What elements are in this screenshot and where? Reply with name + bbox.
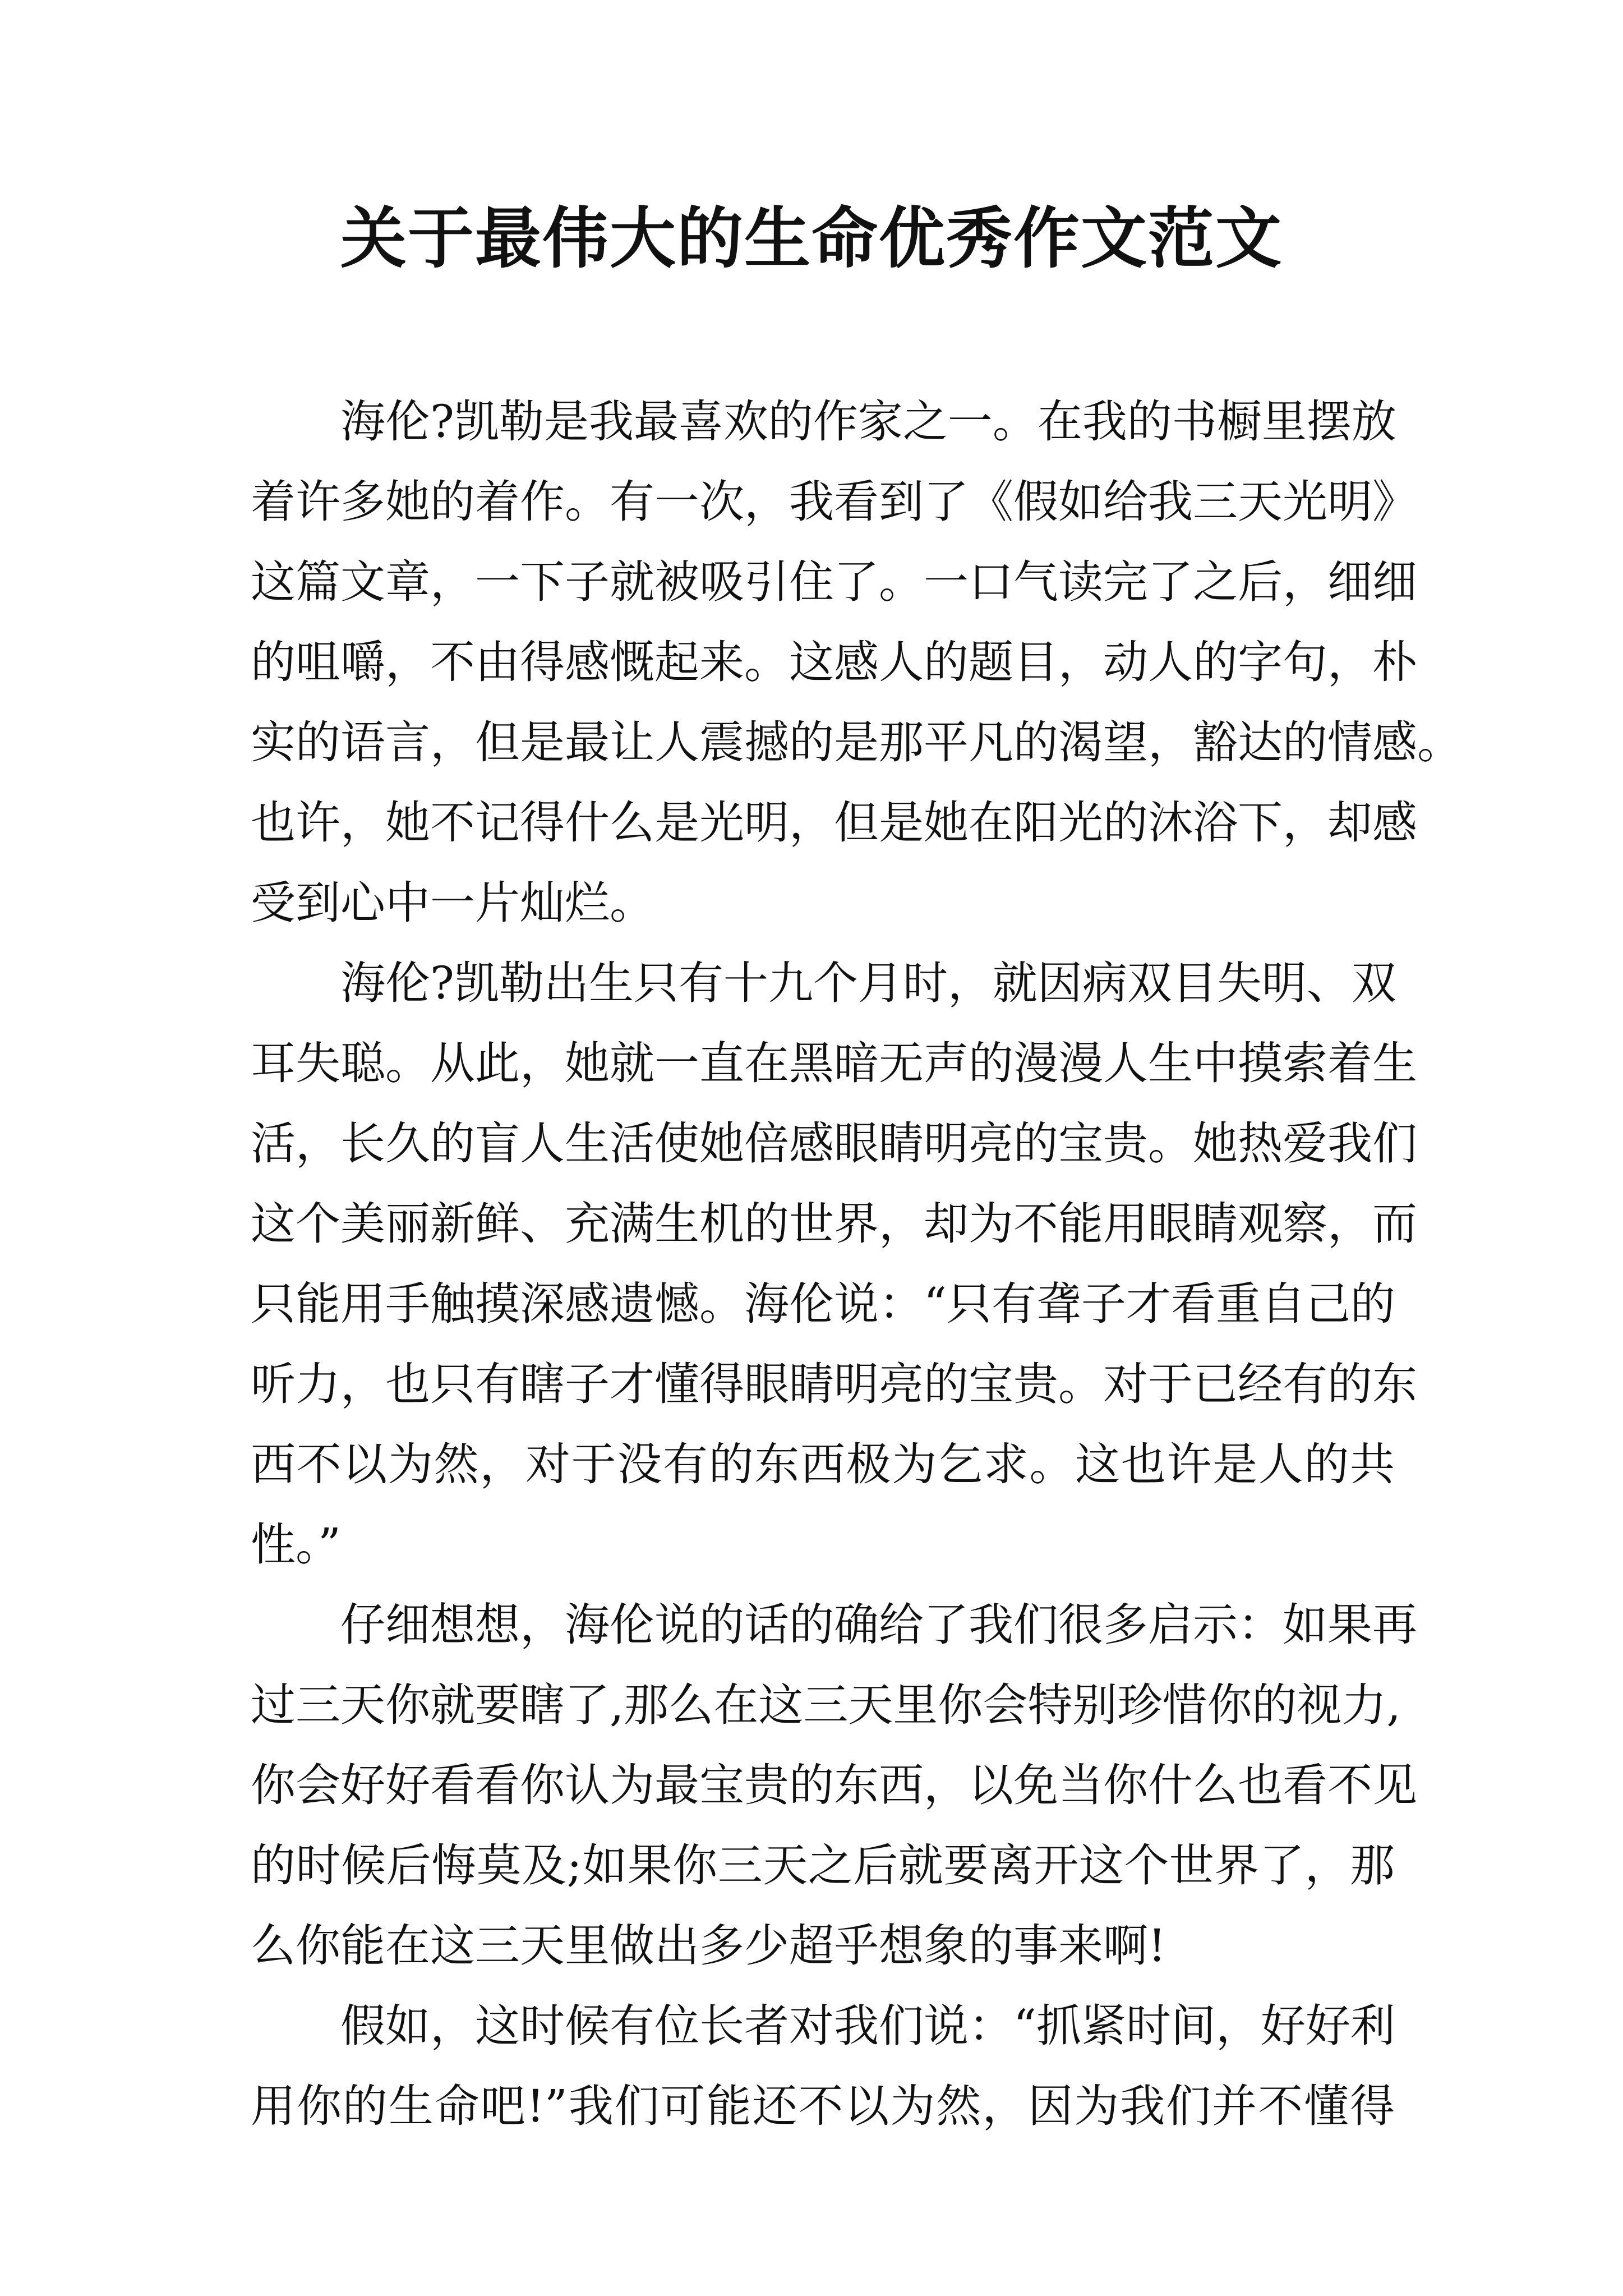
paragraph-1-line-5: 实的语言，但是最让人震撼的是那平凡的渴望，豁达的情感。 — [251, 716, 1462, 769]
paragraph-1-line-2: 着许多她的着作。有一次，我看到了《假如给我三天光明》 — [251, 476, 1417, 528]
paragraph-3-line-1: 仔细想想，海伦说的话的确给了我们很多启示：如果再 — [340, 1599, 1417, 1651]
document-body — [251, 381, 1462, 2146]
paragraph-4-line-2: 用你的生命吧!”我们可能还不以为然，因为我们并不懂得 — [251, 2080, 1395, 2132]
paragraph-3-line-2: 过三天你就要瞎了,那么在这三天里你会特别珍惜你的视力, — [251, 1679, 1401, 1731]
paragraph-2-line-1: 海伦?凯勒出生只有十九个月时，就因病双目失明、双 — [340, 957, 1396, 1009]
paragraph-1-line-4: 的咀嚼，不由得感慨起来。这感人的题目，动人的字句，朴 — [251, 636, 1417, 688]
paragraph-2-line-4: 这个美丽新鲜、充满生机的世界，却为不能用眼睛观察，而 — [251, 1198, 1417, 1250]
paragraph-3-line-3: 你会好好看看你认为最宝贵的东西，以免当你什么也看不见 — [251, 1759, 1417, 1811]
paragraph-3-line-4: 的时候后悔莫及;如果你三天之后就要离开这个世界了，那 — [251, 1839, 1395, 1892]
paragraph-1-line-6: 也许，她不记得什么是光明，但是她在阳光的沐浴下，却感 — [251, 797, 1417, 849]
paragraph-1-line-3: 这篇文章，一下子就被吸引住了。一口气读完了之后，细细 — [251, 556, 1417, 608]
paragraph-2-line-3: 活，长久的盲人生活使她倍感眼睛明亮的宝贵。她热爱我们 — [251, 1117, 1417, 1170]
document-title: 关于最伟大的生命优秀作文范文 — [340, 199, 1283, 277]
paragraph-2-line-2: 耳失聪。从此，她就一直在黑暗无声的漫漫人生中摸索着生 — [251, 1037, 1417, 1089]
paragraph-4-line-1: 假如，这时候有位长者对我们说：“抓紧时间，好好利 — [340, 2000, 1395, 2052]
paragraph-2-line-5: 只能用手触摸深感遗憾。海伦说：“只有聋子才看重自己的 — [251, 1278, 1395, 1330]
paragraph-3-line-5: 么你能在这三天里做出多少超乎想象的事来啊! — [251, 1920, 1166, 1972]
paragraph-2-line-7: 西不以为然，对于没有的东西极为乞求。这也许是人的共 — [251, 1438, 1395, 1490]
paragraph-1-line-7: 受到心中一片灿烂。 — [251, 877, 654, 929]
paragraph-1-line-1: 海伦?凯勒是我最喜欢的作家之一。在我的书橱里摆放 — [340, 395, 1396, 448]
paragraph-2-line-6: 听力，也只有瞎子才懂得眼睛明亮的宝贵。对于已经有的东 — [251, 1358, 1417, 1410]
paragraph-2-line-8: 性。” — [251, 1519, 341, 1571]
